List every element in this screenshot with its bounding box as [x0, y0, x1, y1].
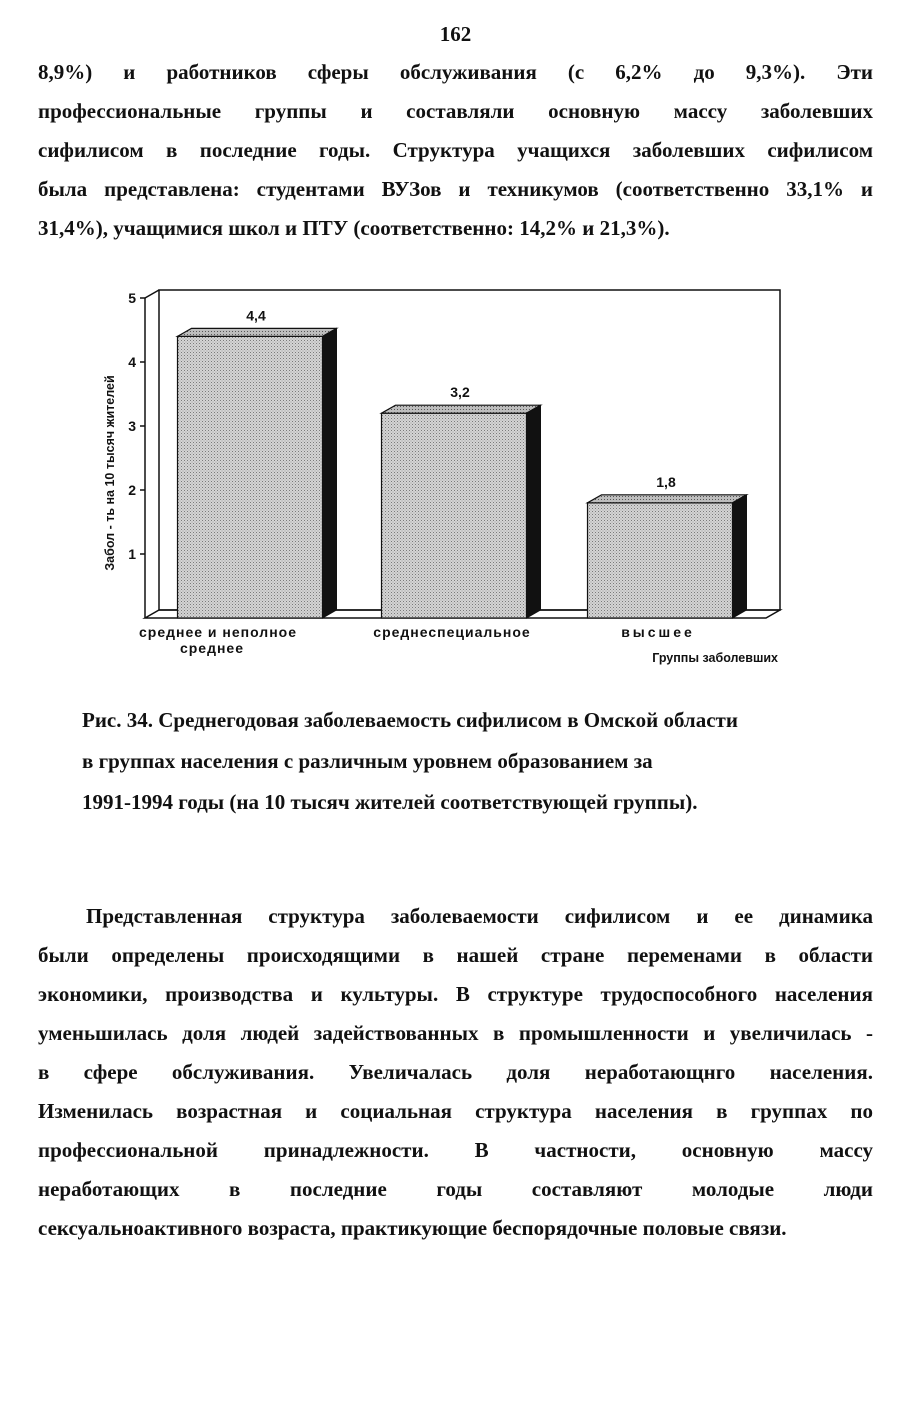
category-label: высшее [621, 624, 695, 640]
bar-top [178, 328, 337, 336]
y-axis-top [145, 290, 159, 298]
category-label: среднеспециальное [373, 624, 531, 640]
bar-value-label: 1,8 [656, 473, 676, 490]
paragraph-intro [38, 53, 873, 248]
bar [382, 413, 527, 618]
text-line: Представленная структура заболеваемости сифилисом и ее динамика [86, 904, 873, 928]
caption-line: 1991-1994 годы (на 10 тысяч жителей соответствующей группы). [82, 790, 698, 814]
text-line: сифилисом в последние годы. Структура учащихся заболевших сифилисом [38, 138, 873, 162]
figure-caption [82, 700, 842, 823]
text-line: неработающих в последние годы составляют молодые люди [38, 1177, 873, 1201]
text-line: 8,9%) и работников сферы обслуживания (с 6,2% до 9,3%). Эти [38, 60, 873, 84]
bar-top [382, 405, 541, 413]
text-line: 31,4%), учащимися школ и ПТУ (соответственно: 14,2% и 21,3%). [38, 216, 670, 240]
y-tick-label: 1 [128, 546, 136, 562]
bar-side [527, 405, 541, 618]
text-line: уменьшилась доля людей задействованных в промышленности и увеличилась - [38, 1021, 873, 1045]
bar-chart [100, 280, 800, 670]
page-number: 162 [439, 22, 472, 46]
text-line: профессиональные группы и составляли основную массу заболевших [38, 99, 873, 123]
x-axis-label: Группы заболевших [652, 651, 778, 665]
bar-side [733, 495, 747, 618]
text-line: профессиональной принадлежности. В частности, основную массу [38, 1138, 873, 1162]
bar-top [588, 495, 747, 503]
y-tick-label: 2 [128, 482, 136, 498]
category-label: среднее и неполное [138, 624, 298, 640]
text-line: сексуальноактивного возраста, практикующие беспорядочные половые связи. [38, 1216, 787, 1240]
bar-value-label: 3,2 [450, 384, 470, 401]
text-line: в сфере обслуживания. Увеличалась доля неработающнго населения. [38, 1060, 873, 1084]
bar-side [323, 328, 337, 618]
bar-value-label: 4,4 [246, 307, 266, 324]
paragraph-discussion [38, 897, 873, 1248]
y-tick-label: 4 [128, 354, 136, 370]
text-line: Изменилась возрастная и социальная структура населения в группах по [38, 1099, 873, 1123]
bar [178, 336, 323, 618]
bar [588, 503, 733, 618]
y-tick-label: 3 [128, 418, 136, 434]
text-line: были определены происходящими в нашей стране переменами в области [38, 943, 873, 967]
caption-line: в группах населения с различным уровнем образованием за [82, 749, 653, 773]
category-label: среднее [179, 640, 245, 656]
text-line: экономики, производства и культуры. В структуре трудоспособного населения [38, 982, 873, 1006]
y-axis-label: Забол - ть на 10 тысяч жителей [103, 375, 117, 571]
text-line: была представлена: студентами ВУЗов и техникумов (соответственно 33,1% и [38, 177, 873, 201]
y-tick-label: 5 [128, 290, 136, 306]
caption-line: Рис. 34. Среднегодовая заболеваемость сифилисом в Омской области [82, 708, 738, 732]
